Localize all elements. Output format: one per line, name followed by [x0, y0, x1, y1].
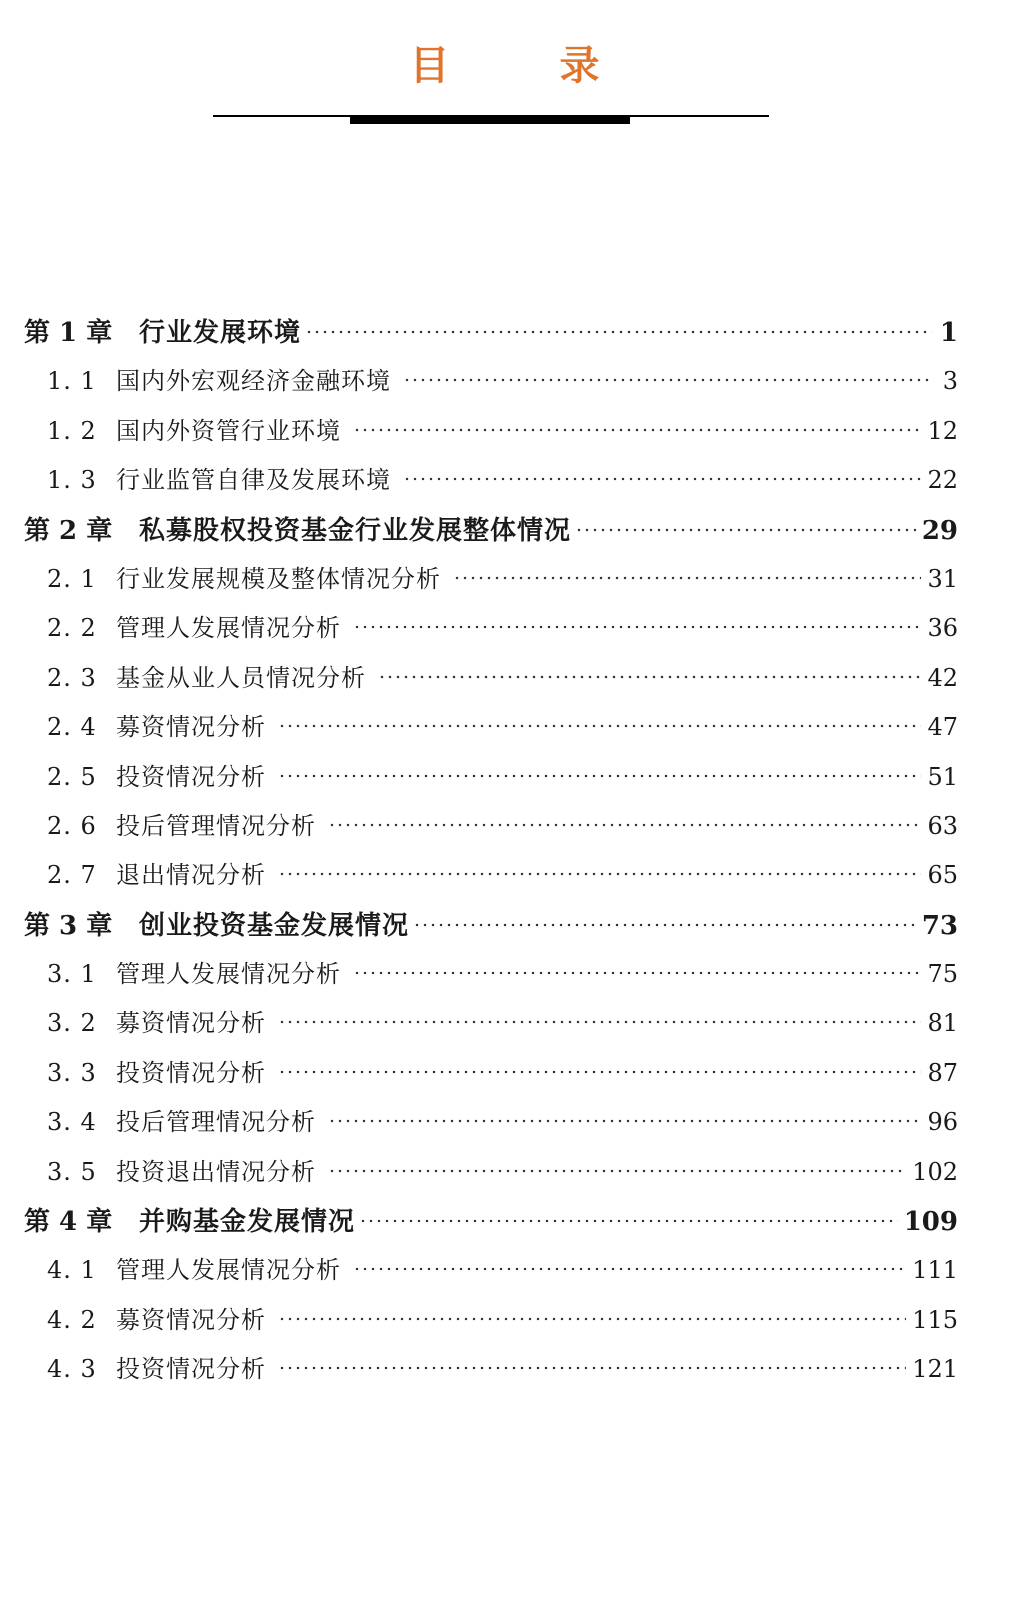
- toc-entry-number: 2. 3: [47, 663, 97, 692]
- toc-entry-title: 投后管理情况分析: [116, 1108, 316, 1137]
- toc-entry-title: 国内外资管行业环境: [116, 416, 341, 445]
- toc-entry-title: 投资情况分析: [116, 1058, 266, 1087]
- toc-entry-title: 投资退出情况分析: [116, 1157, 316, 1186]
- toc-row[interactable]: [24, 707, 958, 756]
- toc-entry-title: 投资情况分析: [116, 1355, 266, 1384]
- toc-row[interactable]: [24, 1152, 958, 1201]
- toc-page-number: 36: [927, 614, 958, 643]
- toc-row[interactable]: [24, 460, 958, 509]
- toc-entry-number: 3. 3: [47, 1058, 97, 1087]
- toc-page-number: 109: [903, 1207, 958, 1238]
- toc-page-number: 121: [912, 1355, 958, 1384]
- toc-page-number: 111: [912, 1256, 958, 1285]
- toc-page-number: 65: [927, 861, 958, 890]
- dot-leader: [378, 674, 921, 680]
- toc-entry-number: 4. 1: [47, 1256, 97, 1285]
- toc-entry-number: 2. 5: [47, 762, 97, 791]
- dot-leader: [278, 1069, 921, 1075]
- dot-leader: [278, 723, 921, 729]
- toc-page-number: 1: [939, 318, 958, 348]
- toc-entry-number: 3. 1: [47, 960, 97, 989]
- toc-entry-number: 3. 2: [47, 1009, 97, 1038]
- toc-entry-number: 1. 3: [47, 466, 97, 495]
- toc-page-number: 22: [927, 466, 958, 495]
- toc-entry-number: 第 3 章: [24, 910, 113, 941]
- toc-entry-number: 1. 2: [47, 416, 97, 445]
- toc-entry-number: 第 2 章: [24, 515, 113, 546]
- toc-entry-title: 管理人发展情况分析: [116, 614, 341, 643]
- dot-leader: [403, 476, 921, 482]
- toc-entry-title: 创业投资基金发展情况: [139, 910, 410, 941]
- toc-page-number: 115: [912, 1305, 958, 1334]
- toc-page-number: 3: [942, 367, 958, 396]
- toc-entry-title: 行业监管自律及发展环境: [116, 466, 391, 495]
- dot-leader: [305, 329, 932, 335]
- toc-row[interactable]: [24, 806, 958, 855]
- toc-page-number: 31: [927, 564, 958, 593]
- toc-entry-number: 2. 4: [47, 713, 97, 742]
- toc-page-number: 47: [927, 713, 958, 742]
- toc-row[interactable]: [24, 608, 958, 657]
- dot-leader: [328, 1168, 906, 1174]
- table-of-contents: [24, 312, 958, 1399]
- toc-page-number: 87: [927, 1058, 958, 1087]
- toc-entry-number: 3. 5: [47, 1157, 97, 1186]
- toc-entry-title: 募资情况分析: [116, 1305, 266, 1334]
- toc-page-number: 63: [927, 811, 958, 840]
- toc-row[interactable]: [24, 855, 958, 904]
- dot-leader: [353, 1266, 906, 1272]
- toc-entry-number: 2. 1: [47, 564, 97, 593]
- toc-row[interactable]: [24, 757, 958, 806]
- toc-row[interactable]: [24, 1053, 958, 1102]
- toc-row[interactable]: [24, 510, 958, 559]
- dot-leader: [278, 1365, 906, 1371]
- toc-row[interactable]: [24, 905, 958, 954]
- toc-entry-title: 管理人发展情况分析: [116, 1256, 341, 1285]
- page-title: 目 录: [409, 43, 648, 89]
- toc-entry-number: 第 4 章: [24, 1207, 113, 1238]
- toc-page-number: 102: [912, 1157, 958, 1186]
- toc-page-number: 75: [927, 960, 958, 989]
- dot-leader: [278, 1316, 906, 1322]
- toc-page-number: 42: [927, 663, 958, 692]
- toc-entry-number: 4. 2: [47, 1305, 97, 1334]
- toc-entry-number: 2. 2: [47, 614, 97, 643]
- toc-entry-title: 退出情况分析: [116, 861, 266, 890]
- dot-leader: [413, 922, 916, 928]
- toc-row[interactable]: [24, 411, 958, 460]
- dot-leader: [278, 871, 921, 877]
- dot-leader: [575, 527, 916, 533]
- dot-leader: [353, 970, 921, 976]
- toc-entry-title: 行业发展环境: [139, 318, 302, 348]
- toc-entry-number: 第 1 章: [24, 318, 113, 348]
- toc-entry-number: 1. 1: [47, 367, 97, 396]
- dot-leader: [453, 575, 921, 581]
- toc-page-number: 29: [921, 515, 958, 546]
- toc-entry-title: 募资情况分析: [116, 713, 266, 742]
- dot-leader: [328, 822, 921, 828]
- toc-entry-number: 4. 3: [47, 1355, 97, 1384]
- dot-leader: [403, 377, 932, 383]
- toc-entry-title: 募资情况分析: [116, 1009, 266, 1038]
- toc-page-number: 81: [927, 1009, 958, 1038]
- toc-entry-title: 行业发展规模及整体情况分析: [116, 564, 441, 593]
- toc-entry-title: 投后管理情况分析: [116, 811, 316, 840]
- toc-entry-title: 私募股权投资基金行业发展整体情况: [139, 515, 572, 546]
- toc-row[interactable]: [24, 1300, 958, 1349]
- toc-row[interactable]: [24, 361, 958, 410]
- toc-row[interactable]: [24, 312, 958, 361]
- toc-entry-title: 国内外宏观经济金融环境: [116, 367, 391, 396]
- title-divider-thick: [350, 115, 630, 124]
- dot-leader: [353, 427, 921, 433]
- dot-leader: [359, 1218, 898, 1224]
- toc-row[interactable]: [24, 954, 958, 1003]
- toc-row[interactable]: [24, 658, 958, 707]
- toc-page-number: 73: [921, 910, 958, 941]
- toc-row[interactable]: [24, 1201, 958, 1250]
- dot-leader: [353, 624, 921, 630]
- toc-entry-title: 并购基金发展情况: [139, 1207, 356, 1238]
- toc-row[interactable]: [24, 1102, 958, 1151]
- dot-leader: [328, 1118, 921, 1124]
- toc-entry-title: 投资情况分析: [116, 762, 266, 791]
- dot-leader: [278, 773, 921, 779]
- toc-entry-title: 管理人发展情况分析: [116, 960, 341, 989]
- toc-entry-number: 3. 4: [47, 1108, 97, 1137]
- dot-leader: [278, 1019, 921, 1025]
- toc-row[interactable]: [24, 1250, 958, 1299]
- toc-entry-number: 2. 7: [47, 861, 97, 890]
- toc-page-number: 51: [927, 762, 958, 791]
- toc-entry-title: 基金从业人员情况分析: [116, 663, 366, 692]
- toc-entry-number: 2. 6: [47, 811, 97, 840]
- toc-row[interactable]: [24, 1003, 958, 1052]
- toc-page-number: 12: [927, 416, 958, 445]
- toc-row[interactable]: [24, 559, 958, 608]
- toc-row[interactable]: [24, 1349, 958, 1398]
- toc-page-number: 96: [927, 1108, 958, 1137]
